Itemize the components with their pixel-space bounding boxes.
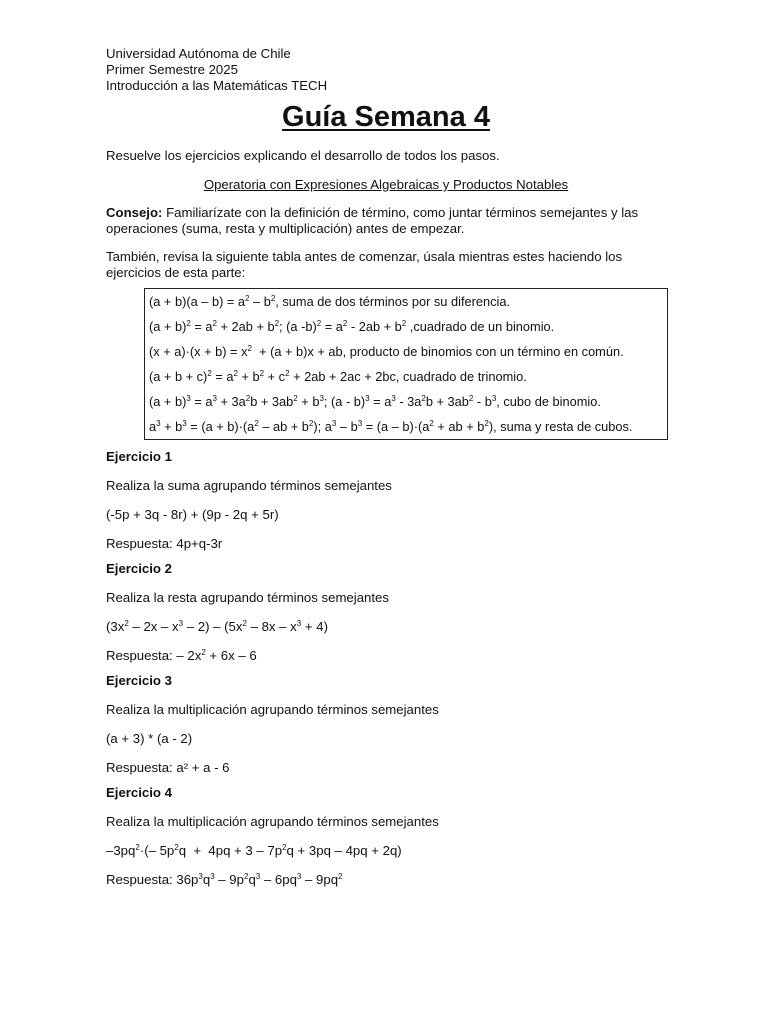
table-intro: También, revisa la siguiente tabla antes de comenzar, úsala mientras estes haciendo los ejercicios de esta parte: xyxy=(106,249,623,280)
exercise-answer: Respuesta: 4p+q-3r xyxy=(106,536,223,551)
semester-label: Primer Semestre 2025 xyxy=(106,62,238,77)
course-name: Introducción a las Matemáticas TECH xyxy=(106,78,328,93)
exercise-answer: Respuesta: a² + a - 6 xyxy=(106,760,230,775)
page-title: Guía Semana 4 xyxy=(282,101,490,133)
tip-label: Consejo: xyxy=(106,205,163,220)
exercise-title: Ejercicio 4 xyxy=(106,785,172,800)
document-header xyxy=(106,46,666,94)
exercise-4 xyxy=(106,785,666,888)
exercise-expression: (a + 3) * (a - 2) xyxy=(106,731,193,746)
exercise-expression: $(3x^2 - 2x - x^3 - 2) - (5x^2 - 8x - x^3 + 4)$ xyxy=(106,619,328,634)
formula-row: $a^3 + b^3 = (a + b)\cdot(a^2$ – ab + $b^2$); $a^3 - b^3 = (a - b)\cdot(a^2$ + ab + $b^2$), suma y resta de cubos. xyxy=(149,419,633,434)
exercise-title: Ejercicio 3 xyxy=(106,673,172,688)
formula-row: $(a + b)^2 = a^2 + 2ab + b^2$; (a $-b)^2 = a^2 - 2ab + b^2$ ,cuadrado de un binomio. xyxy=(149,319,555,334)
exercise-instruction: Realiza la resta agrupando términos semejantes xyxy=(106,590,389,605)
exercise-instruction: Realiza la suma agrupando términos semejantes xyxy=(106,478,392,493)
exercise-answer: Respuesta: $36p^3q^3 - 9p^2q^3 - 6pq^3 - 9pq^2$ xyxy=(106,872,343,887)
exercise-answer: Respuesta: – $2x^2 + 6x - 6$ xyxy=(106,648,257,663)
section-subtitle: Operatoria con Expresiones Algebraicas y Productos Notables xyxy=(203,177,569,192)
formula-row: $(a + b)^3 = a^3 + 3a^2b + 3ab^2 + b^3$; $(a - b)^3 = a^3 - 3a^2b + 3ab^2 - b^3$, cubo de binomio. xyxy=(149,394,601,409)
formula-table xyxy=(144,288,668,440)
exercise-instruction: Realiza la multiplicación agrupando términos semejantes xyxy=(106,702,439,717)
document-page xyxy=(106,46,666,888)
formula-row: $(a + b)(a - b) = a^2 - b^2$, suma de dos términos por su diferencia. xyxy=(149,294,511,309)
exercise-expression: $-3pq^2\cdot(-$ $5p^2q + 4pq + 3 - 7p^2q + 3pq - 4pq + 2q$) xyxy=(106,843,402,858)
exercise-3 xyxy=(106,673,666,776)
exercise-2 xyxy=(106,561,666,664)
exercise-1 xyxy=(106,449,666,552)
instructions-text: Resuelve los ejercicios explicando el desarrollo de todos los pasos. xyxy=(106,148,500,163)
formula-row: $(x + a)\cdot(x + b) = x^2 + (a + b)x$ + ab, producto de binomios con un término en común. xyxy=(149,344,624,359)
tip-paragraph xyxy=(106,205,666,237)
exercise-title: Ejercicio 1 xyxy=(106,449,172,464)
university-name: Universidad Autónoma de Chile xyxy=(106,46,291,61)
exercise-title: Ejercicio 2 xyxy=(106,561,172,576)
exercise-expression: (-5p + 3q - 8r) + (9p - 2q + 5r) xyxy=(106,507,279,522)
exercise-instruction: Realiza la multiplicación agrupando términos semejantes xyxy=(106,814,439,829)
tip-text: Familiarízate con la definición de término, como juntar términos semejantes y las operaciones (suma, resta y multiplicación) antes de empezar. xyxy=(106,205,639,236)
formula-row: $(a + b + c)^2 = a^2 + b^2 + c^2 + 2ab + 2ac + 2bc$, cuadrado de trinomio. xyxy=(149,369,527,384)
